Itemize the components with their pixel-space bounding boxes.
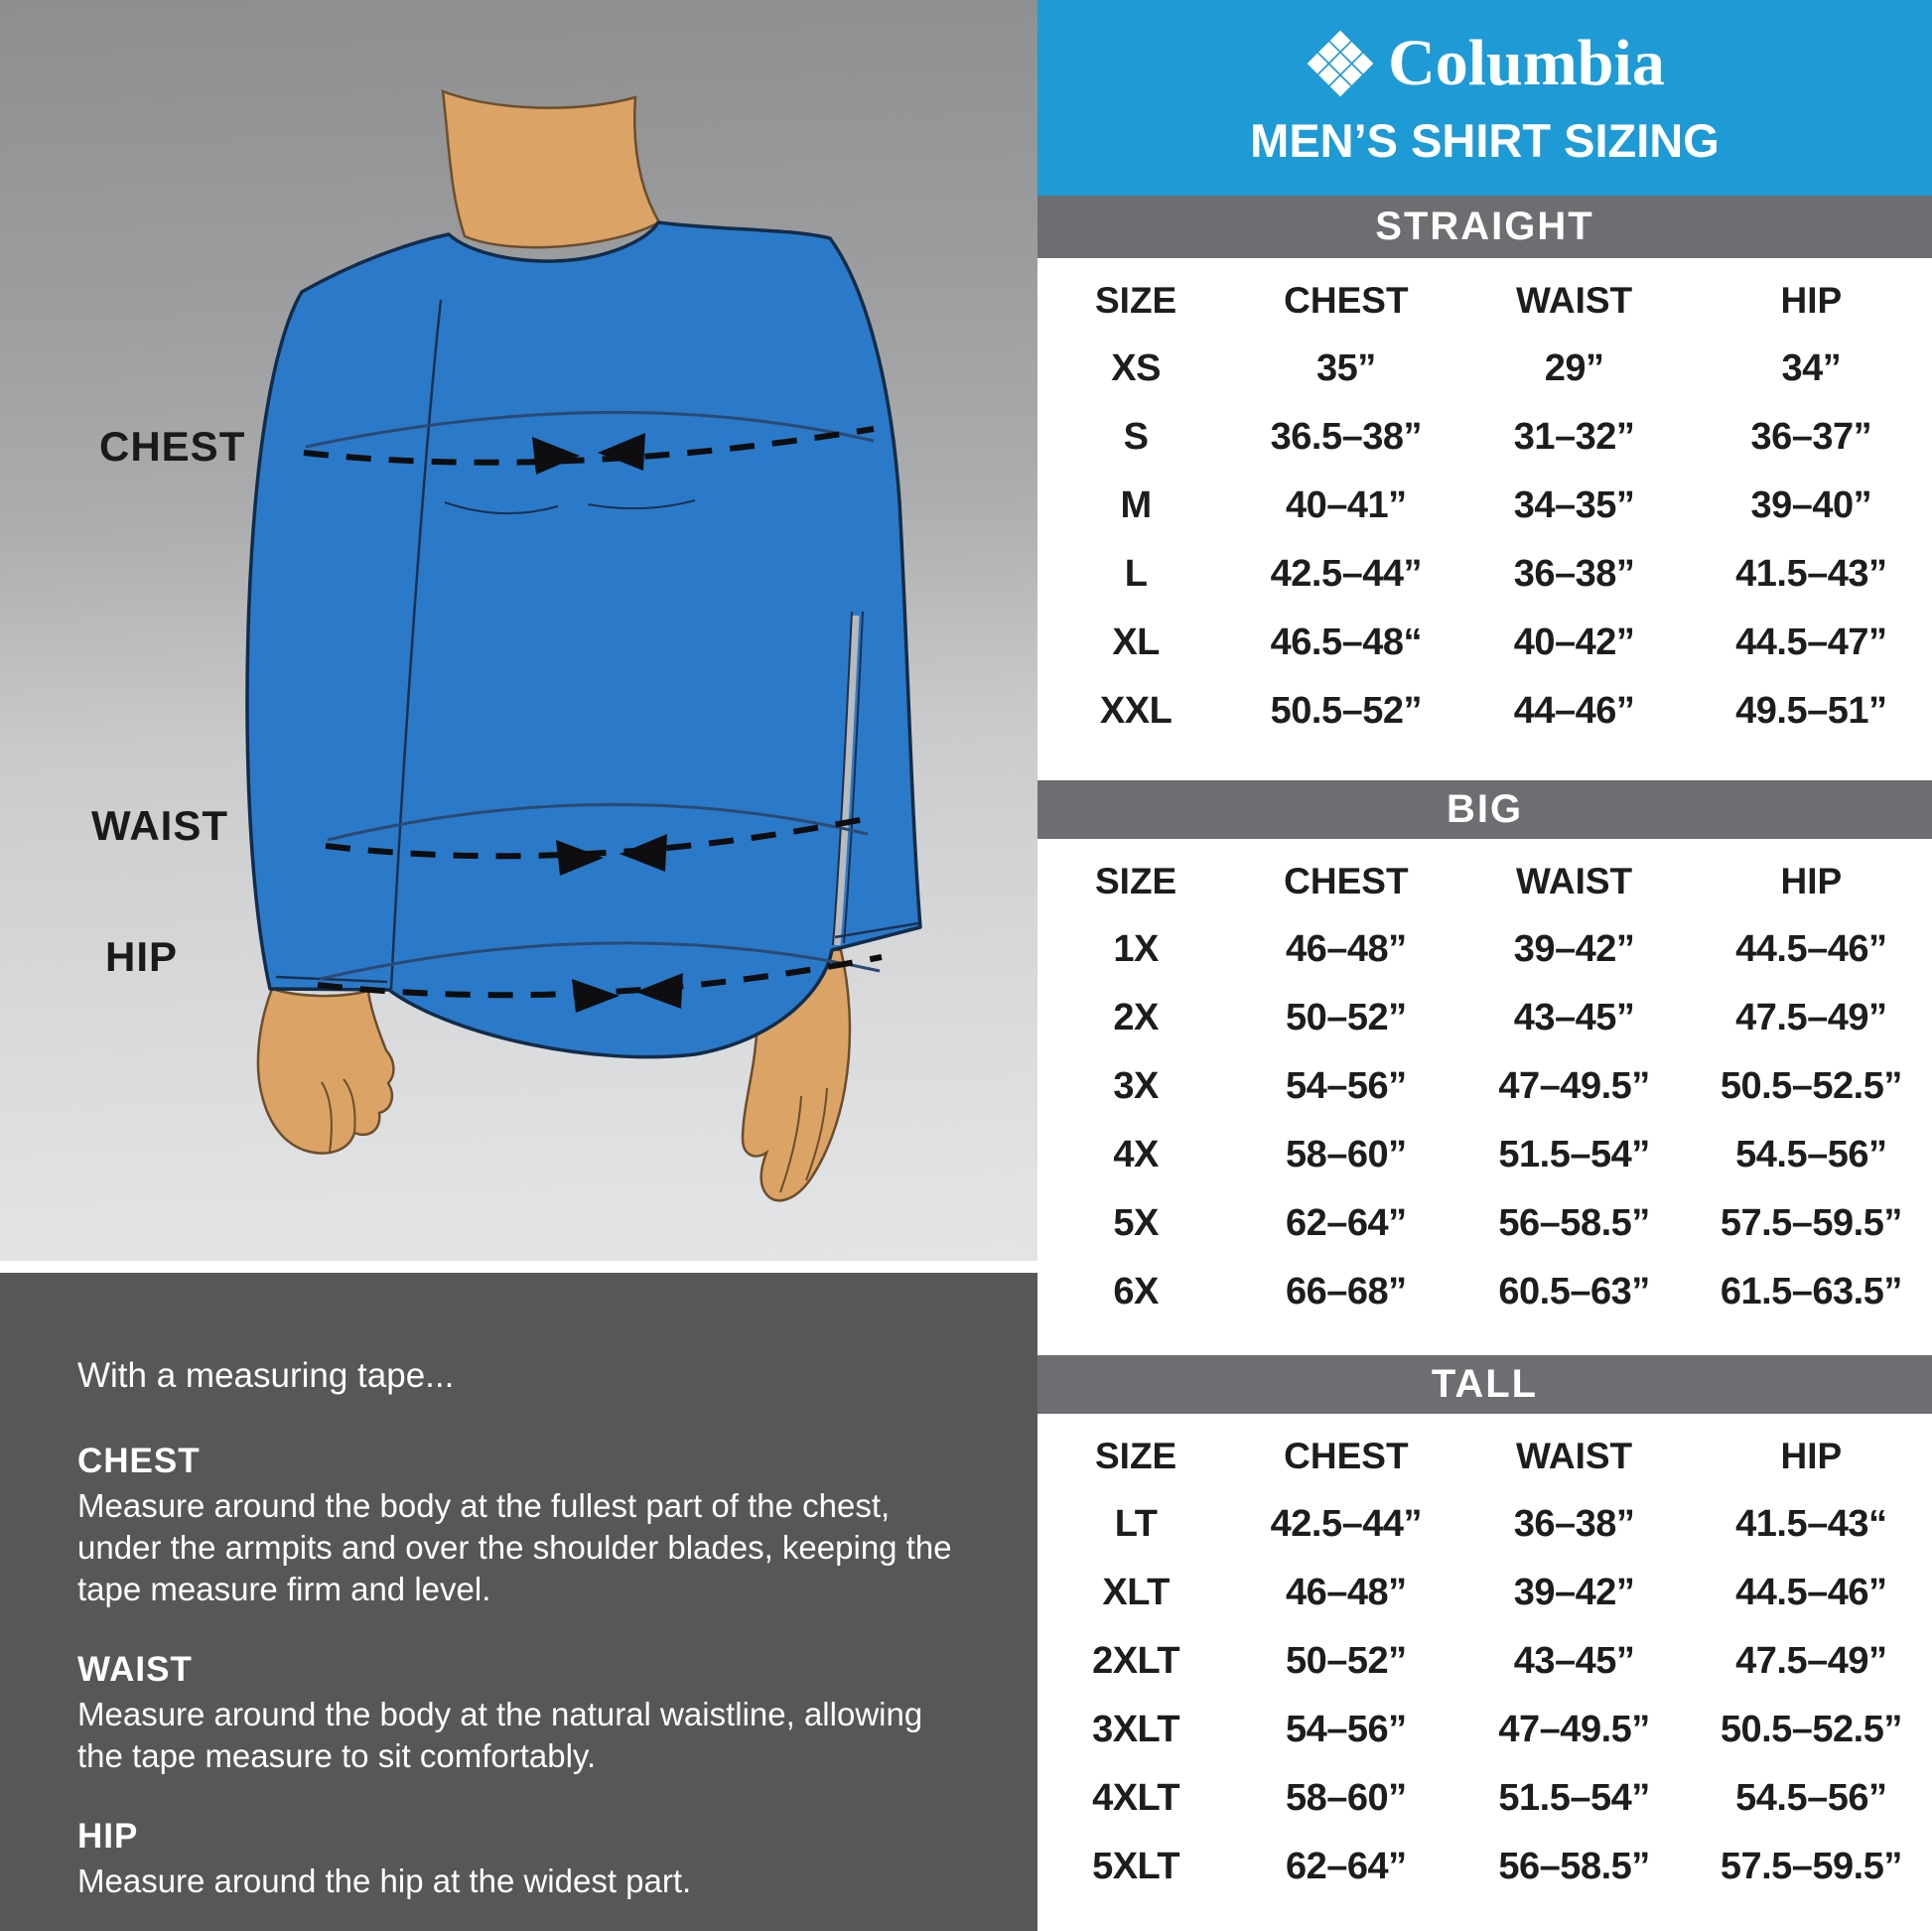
instructions-intro: With a measuring tape... bbox=[77, 1356, 455, 1395]
table-row bbox=[1037, 915, 1932, 984]
size-cell: XLT bbox=[1102, 1572, 1170, 1613]
table-row bbox=[1037, 335, 1932, 403]
measurement-cell: 66–68” bbox=[1286, 1271, 1407, 1312]
table-row bbox=[1037, 1121, 1932, 1189]
panel-divider bbox=[0, 1261, 1037, 1273]
instruction-body: Measure around the body at the fullest part of the chest, under the armpits and over the shoulder blades, keeping the tape measure firm and level. bbox=[77, 1487, 952, 1607]
size-cell: M bbox=[1120, 484, 1152, 526]
section-band-tall: TALL bbox=[1037, 1355, 1932, 1414]
measurement-cell: 47–49.5” bbox=[1498, 1709, 1650, 1750]
measurement-cell: 61.5–63.5” bbox=[1720, 1271, 1902, 1312]
column-header: WAIST bbox=[1516, 279, 1633, 321]
measurement-cell: 44.5–47” bbox=[1735, 621, 1887, 663]
instruction-heading: HIP bbox=[77, 1816, 139, 1856]
section-band-big: BIG bbox=[1037, 780, 1932, 839]
measurement-cell: 54.5–56” bbox=[1735, 1134, 1887, 1175]
column-header: CHEST bbox=[1284, 279, 1409, 321]
measurement-cell: 39–42” bbox=[1513, 928, 1635, 970]
table-row bbox=[1037, 403, 1932, 472]
size-cell: 3XLT bbox=[1092, 1709, 1180, 1750]
figure-label-chest: CHEST bbox=[99, 423, 246, 470]
size-cell: 4XLT bbox=[1092, 1777, 1180, 1819]
measurement-cell: 50–52” bbox=[1286, 997, 1407, 1038]
figure-shirt bbox=[247, 222, 920, 1057]
measurement-cell: 56–58.5” bbox=[1498, 1846, 1650, 1887]
shirt-figure-illustration bbox=[0, 0, 1037, 1261]
table-row bbox=[1037, 540, 1932, 609]
figure-neck bbox=[443, 91, 659, 247]
column-header: CHEST bbox=[1284, 1435, 1409, 1476]
column-header: WAIST bbox=[1516, 1435, 1633, 1476]
measurement-cell: 31–32” bbox=[1513, 416, 1635, 458]
column-header: SIZE bbox=[1094, 860, 1177, 901]
size-table-straight bbox=[1037, 258, 1932, 780]
size-cell: XL bbox=[1112, 621, 1160, 663]
figure-label-waist: WAIST bbox=[91, 802, 228, 849]
table-row bbox=[1037, 472, 1932, 540]
table-row bbox=[1037, 1764, 1932, 1833]
measurement-cell: 56–58.5” bbox=[1498, 1202, 1650, 1244]
table-row bbox=[1037, 609, 1932, 677]
brand-logo bbox=[1037, 0, 1932, 103]
table-row bbox=[1037, 1258, 1932, 1326]
column-header: HIP bbox=[1780, 1435, 1843, 1476]
brand-header bbox=[1037, 0, 1932, 196]
measuring-instructions-panel bbox=[0, 1273, 1037, 1931]
measurement-cell: 50.5–52.5” bbox=[1720, 1065, 1902, 1107]
section-band-straight: STRAIGHT bbox=[1037, 196, 1932, 258]
instruction-body: Measure around the body at the natural waistline, allowing the tape measure to sit comfortably. bbox=[77, 1695, 923, 1774]
figure-label-hip: HIP bbox=[105, 933, 179, 980]
measurement-cell: 46–48” bbox=[1286, 928, 1407, 970]
measurement-cell: 57.5–59.5” bbox=[1720, 1202, 1902, 1244]
measurement-cell: 50.5–52.5” bbox=[1720, 1709, 1902, 1750]
measurement-cell: 58–60” bbox=[1286, 1777, 1407, 1819]
size-cell: LT bbox=[1114, 1503, 1158, 1545]
instruction-section-hip bbox=[77, 1817, 976, 1902]
measurement-cell: 43–45” bbox=[1513, 1640, 1635, 1682]
column-header: SIZE bbox=[1094, 1435, 1177, 1476]
measurement-cell: 50–52” bbox=[1286, 1640, 1407, 1682]
table-row bbox=[1037, 1189, 1932, 1258]
size-cell: 5XLT bbox=[1092, 1846, 1180, 1887]
measurement-cell: 62–64” bbox=[1286, 1202, 1407, 1244]
measurement-cell: 54–56” bbox=[1286, 1065, 1407, 1107]
column-header: WAIST bbox=[1516, 860, 1633, 901]
size-cell: S bbox=[1123, 416, 1149, 458]
column-header: HIP bbox=[1780, 860, 1843, 901]
table-row bbox=[1037, 1052, 1932, 1121]
column-header: SIZE bbox=[1094, 279, 1177, 321]
instruction-section-waist bbox=[77, 1650, 976, 1777]
size-cell: 2X bbox=[1113, 997, 1159, 1038]
size-table-tall bbox=[1037, 1414, 1932, 1931]
table-header-row bbox=[1037, 1422, 1932, 1490]
table-row bbox=[1037, 1627, 1932, 1696]
measurement-cell: 43–45” bbox=[1513, 997, 1635, 1038]
size-cell: 6X bbox=[1113, 1271, 1159, 1312]
size-cell: L bbox=[1124, 553, 1148, 595]
measurement-cell: 29” bbox=[1544, 347, 1604, 389]
measurement-cell: 42.5–44” bbox=[1270, 553, 1423, 595]
sizing-panel bbox=[1037, 0, 1932, 1931]
size-cell: 1X bbox=[1113, 928, 1159, 970]
measurement-cell: 36–37” bbox=[1750, 416, 1872, 458]
measurement-cell: 39–42” bbox=[1513, 1572, 1635, 1613]
measurement-cell: 40–41” bbox=[1286, 484, 1407, 526]
table-row bbox=[1037, 1559, 1932, 1627]
measurement-cell: 44–46” bbox=[1513, 690, 1635, 732]
measurement-cell: 46–48” bbox=[1286, 1572, 1407, 1613]
table-row bbox=[1037, 1490, 1932, 1559]
instruction-section-chest bbox=[77, 1442, 976, 1610]
measurement-cell: 51.5–54” bbox=[1498, 1777, 1650, 1819]
size-cell: XXL bbox=[1099, 690, 1173, 732]
table-header-row bbox=[1037, 847, 1932, 915]
measurement-cell: 36–38” bbox=[1513, 1503, 1635, 1545]
instruction-body: Measure around the hip at the widest part. bbox=[77, 1862, 692, 1899]
table-row bbox=[1037, 677, 1932, 746]
measurement-cell: 60.5–63” bbox=[1498, 1271, 1650, 1312]
measurement-cell: 34” bbox=[1781, 347, 1842, 389]
measurement-cell: 41.5–43“ bbox=[1735, 1503, 1887, 1545]
instruction-heading: WAIST bbox=[77, 1649, 193, 1689]
measurement-cell: 35” bbox=[1315, 347, 1376, 389]
measurement-cell: 50.5–52” bbox=[1270, 690, 1423, 732]
size-cell: 2XLT bbox=[1092, 1640, 1180, 1682]
size-cell: 4X bbox=[1113, 1134, 1159, 1175]
measurement-cell: 36–38” bbox=[1513, 553, 1635, 595]
measurement-cell: 40–42” bbox=[1513, 621, 1635, 663]
measurement-cell: 58–60” bbox=[1286, 1134, 1407, 1175]
table-header-row bbox=[1037, 266, 1932, 335]
figure-left-hand bbox=[258, 989, 394, 1154]
page-title: MEN’S SHIRT SIZING bbox=[1250, 114, 1720, 167]
measurement-cell: 54.5–56” bbox=[1735, 1777, 1887, 1819]
table-row bbox=[1037, 1696, 1932, 1764]
measurement-cell: 41.5–43” bbox=[1735, 553, 1887, 595]
measurement-cell: 36.5–38” bbox=[1270, 416, 1423, 458]
measurement-cell: 34–35” bbox=[1513, 484, 1635, 526]
measurement-cell: 44.5–46” bbox=[1735, 1572, 1887, 1613]
columbia-gem-icon bbox=[1305, 28, 1376, 99]
instruction-heading: CHEST bbox=[77, 1442, 201, 1480]
measurement-cell: 47.5–49” bbox=[1735, 997, 1887, 1038]
measurement-cell: 54–56” bbox=[1286, 1709, 1407, 1750]
brand-wordmark: Columbia bbox=[1388, 27, 1665, 99]
measurement-cell: 47–49.5” bbox=[1498, 1065, 1650, 1107]
figure-scene bbox=[0, 0, 1037, 1261]
column-header: HIP bbox=[1780, 279, 1843, 321]
measurement-cell: 42.5–44” bbox=[1270, 1503, 1423, 1545]
size-cell: 3X bbox=[1113, 1065, 1159, 1107]
measurement-cell: 46.5–48“ bbox=[1270, 621, 1423, 663]
table-row bbox=[1037, 1833, 1932, 1901]
measurement-cell: 39–40” bbox=[1750, 484, 1872, 526]
measurement-cell: 62–64” bbox=[1286, 1846, 1407, 1887]
measurement-cell: 57.5–59.5” bbox=[1720, 1846, 1902, 1887]
table-row bbox=[1037, 984, 1932, 1052]
measurement-cell: 44.5–46” bbox=[1735, 928, 1887, 970]
size-cell: 5X bbox=[1113, 1202, 1159, 1244]
size-cell: XS bbox=[1111, 347, 1161, 389]
measurement-cell: 49.5–51” bbox=[1735, 690, 1887, 732]
size-table-big bbox=[1037, 839, 1932, 1355]
measurement-cell: 51.5–54” bbox=[1498, 1134, 1650, 1175]
column-header: CHEST bbox=[1284, 860, 1409, 901]
measurement-cell: 47.5–49” bbox=[1735, 1640, 1887, 1682]
